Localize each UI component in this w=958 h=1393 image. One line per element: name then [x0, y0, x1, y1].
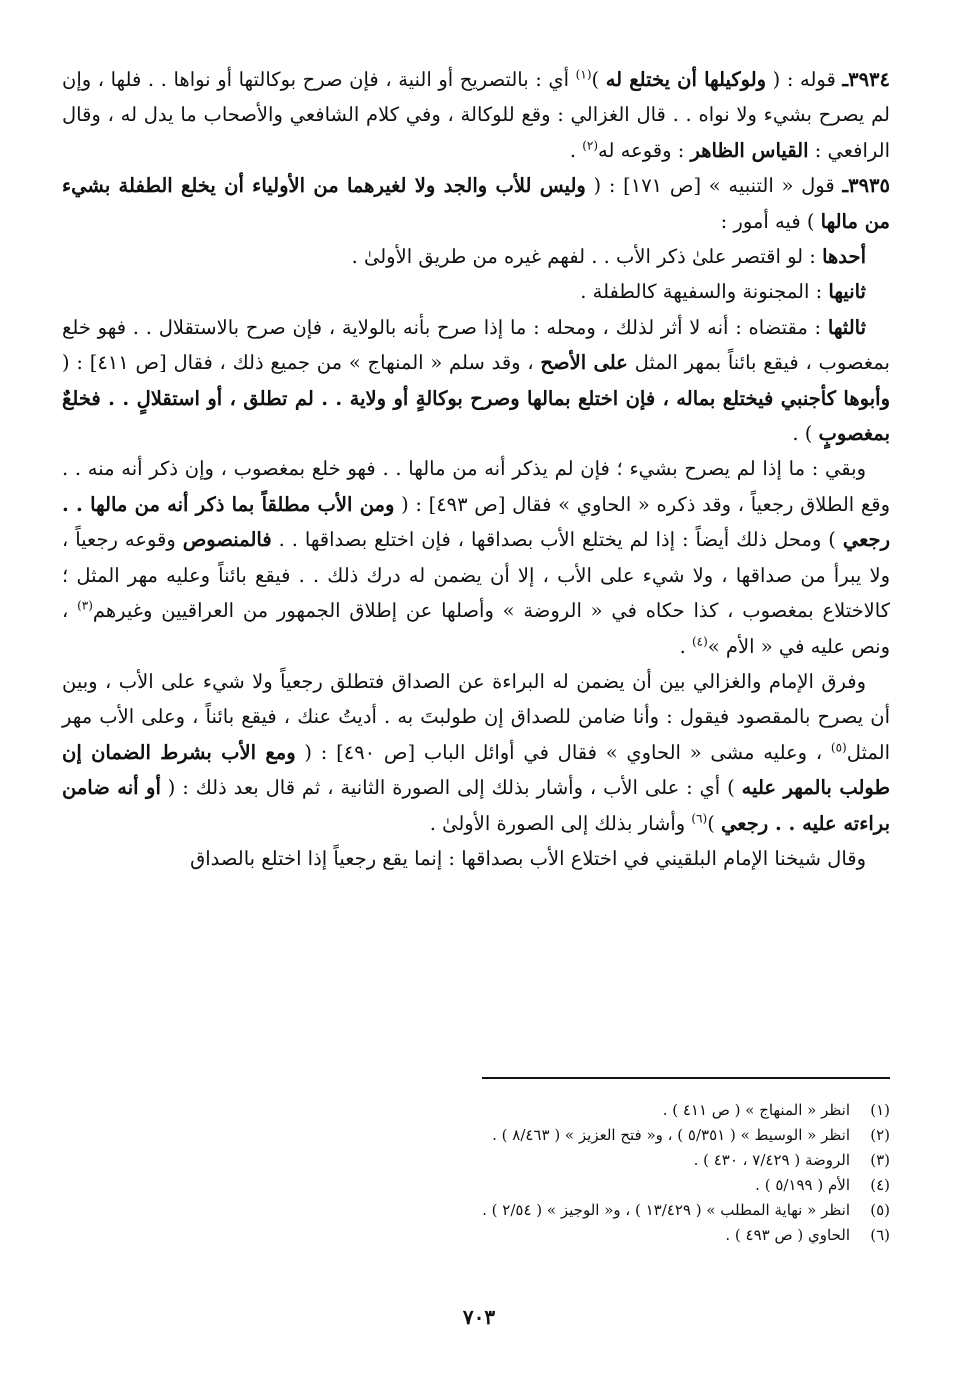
bold-text: ثالثها [827, 315, 866, 339]
bold-text: ثانيها [828, 280, 866, 304]
footnote-text: انظر « المنهاج » ( ص ٤١١ ) . [662, 1101, 850, 1119]
footnote-number: (٢) [870, 1126, 890, 1144]
main-text [62, 62, 890, 876]
text-run: ، وقد سلم « المنهاج » من جميع ذلك ، فقال [ص ٤١١] : ( [62, 351, 541, 375]
footnote-ref: (٤) [691, 634, 708, 648]
text-run: ) ومحل ذلك أيضاً : إذا لم يختلع الأب بصداقها ، فإن اختلع بصداقها . . [271, 528, 843, 552]
text-run: وقوعه رجعياً ، ولا يبرأ من صداقها ، ولا شيء على الأب ، إلا أن يضمن له درك ذلك . . فيقع بائناً وعليه مهر المثل ؛ كالاختلاع بمغصوب ، كذا حكاه في « الروضة » وأصلها عن إطلاق الجمهور من العراقيين وغيرهم [62, 528, 890, 623]
footnote-ref: (٥) [830, 740, 847, 755]
bold-text: فالمنصوص [182, 528, 272, 552]
text-run: : وقوعه له [598, 138, 691, 162]
text-run: وفرق الإمام والغزالي بين أن يضمن له البراءة عن الصداق فتطلق رجعياً ولا شيء على الأب ، وبين أن يصرح بالمقصود فيقول : وأنا ضامن للصداق إن طولبتَ به . أديتُ عنك ، فيقع بائناً ، وعلى الأب مهر المثل [62, 669, 890, 764]
footnote-number: (٦) [870, 1226, 890, 1244]
text-run: ) فيه أمور : [720, 209, 821, 233]
footnote-number: (٥) [870, 1201, 890, 1219]
bold-text: أحدها [822, 245, 866, 269]
footnote-number: (١) [870, 1101, 890, 1119]
bold-text: ٣٩٣٥ـ [842, 174, 890, 198]
bold-text: على الأصح [540, 351, 628, 375]
paragraph [62, 274, 890, 309]
text-run: وبقي : ما إذا لم يصرح بشيء ؛ فإن لم يذكر أنه من مالها . . فهو خلع بمغصوب ، وإن ذكر أنه منه . . وقع الطلاق رجعياً ، وقد ذكره « الحاوي » فقال [ص ٤٩٣] : ( [62, 457, 890, 516]
text-run: وأشار بذلك إلى الصورة الأولىٰ . [429, 811, 692, 835]
text-run: أي : بالتصريح أو النية ، فإن صرح بوكالتها أو نواها . . فلها ، وإن لم يصرح بشيء ولا نواه . . قال الغزالي : وقع للوكالة ، وفي كلام الشافعي والأصحاب ما يدل له ، وقال الرافعي : [62, 68, 890, 162]
paragraph [62, 451, 890, 663]
text-run: : المجنونة والسفيهة كالطفلة . [580, 280, 829, 304]
footnote-text: انظر « الوسيط » ( ٥/٣٥١ ) ، و« فتح العزيز » ( ٨/٤٦٣ ) . [492, 1126, 850, 1144]
text-run: ، وعليه مشى « الحاوي » فقال في أوائل الباب [ص ٤٩٠] : ( [295, 740, 831, 764]
footnote-number: (٤) [870, 1176, 890, 1194]
footnote-text: الحاوي ( ص ٤٩٣ ) . [725, 1226, 850, 1244]
footnote-number: (٣) [870, 1151, 890, 1169]
text-run: قول « التنبيه » [ص ١٧١] : ( [585, 174, 843, 198]
paragraph [62, 239, 890, 274]
paragraph [62, 168, 890, 239]
text-run: وقال شيخنا الإمام البلقيني في اختلاع الأب بصداقها : إنما يقع رجعياً إذا اختلع بالصداق [190, 846, 866, 870]
text-run: : لو اقتصر علىٰ ذكر الأب . . لفهم غيره من طريق الأولىٰ . [351, 245, 823, 269]
footnotes [62, 1098, 890, 1248]
bold-text: وليس للأب والجد ولا لغيرهما من الأولياء أن يخلع الطفلة بشيء من مالها [62, 174, 890, 233]
footnote-ref: (١) [575, 67, 592, 82]
footnote-text: انظر « نهاية المطلب » ( ١٣/٤٢٩ ) ، و« الوجيز » ( ٢/٥٤ ) . [482, 1201, 850, 1219]
footnote-item [62, 1198, 890, 1223]
paragraph [62, 310, 890, 452]
text-run: ) . [792, 422, 819, 446]
paragraph [62, 62, 890, 168]
footnote-divider [482, 1077, 890, 1079]
text-run: قوله : ( [766, 68, 843, 91]
bold-text: ٣٩٣٤ـ [842, 68, 891, 91]
text-run: ) [591, 68, 606, 91]
paragraph [62, 664, 890, 841]
text-run: ) [707, 811, 722, 835]
bold-text: ولوكيلها أن يختلع له [605, 68, 767, 91]
footnote-ref: (٢) [582, 138, 599, 153]
text-run: . [679, 634, 692, 658]
text-run: . [569, 138, 583, 162]
bold-text: القياس الظاهر [690, 138, 809, 162]
paragraph [62, 841, 890, 876]
bold-text: وأبوها كأجنبي فيختلع بماله ، فإن اختلع بمالها وصرح بوكالةٍ أو ولاية . . لم تطلق ، أو استقلالٍ . . فخلعٌ بمغصوبٍ [62, 386, 890, 446]
footnote-item [62, 1223, 890, 1248]
footnote-ref: (٦) [691, 811, 708, 826]
footnote-text: الأم ( ٥/١٩٩ ) . [755, 1176, 850, 1194]
footnote-item [62, 1098, 890, 1123]
page-number: ٧٠٣ [462, 1305, 496, 1329]
footnote-item [62, 1123, 890, 1148]
text-run: ، ونص عليه في « الأم » [62, 599, 890, 658]
text-run: : مقتضاه : أنه لا أثر لذلك ، ومحله : ما إذا صرح بأنه بالولاية ، فإن صرح بالاستقلال . . فهو خلع بمغصوب ، فيقع بائناً بمهر المثل [62, 315, 890, 375]
footnote-item [62, 1173, 890, 1198]
bold-text: أو أنه ضامن براءته عليه . . رجعي [62, 776, 890, 835]
footnote-ref: (٣) [77, 598, 93, 613]
footnote-text: الروضة ( ٧/٤٢٩ ، ٤٣٠ ) . [693, 1151, 850, 1169]
bold-text: ومع الأب بشرط الضمان إن طولب بالمهر عليه [62, 740, 891, 800]
footnote-item [62, 1148, 890, 1173]
bold-text: ومن الأب مطلقاً بما ذكر أنه من مالها . . رجعي [62, 492, 890, 552]
text-run: ) أي : على الأب ، وأشار بذلك إلى الصورة الثانية ، ثم قال بعد ذلك : ( [160, 776, 742, 800]
